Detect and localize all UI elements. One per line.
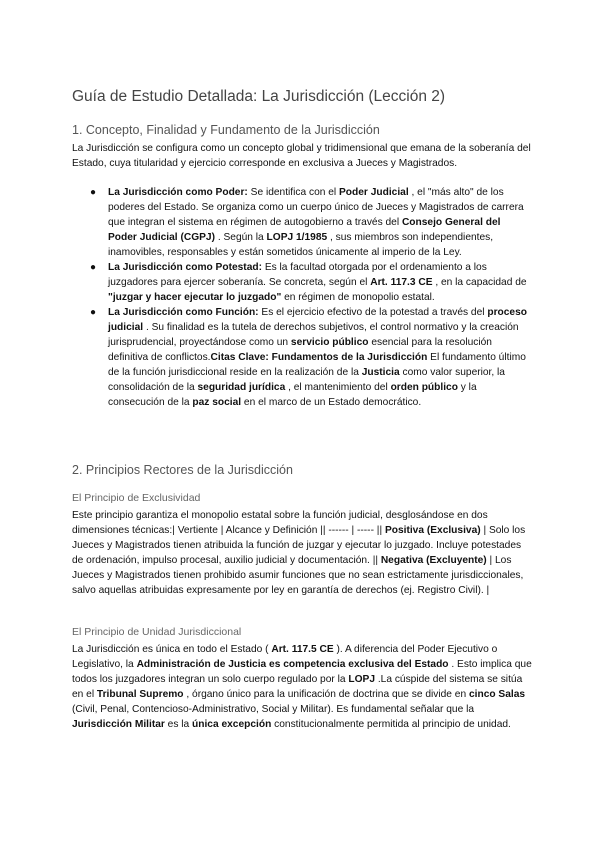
exclusividad-heading: El Principio de Exclusividad bbox=[72, 492, 201, 504]
section-1-list bbox=[72, 185, 532, 410]
bullet-icon: ● bbox=[90, 307, 97, 318]
bullet-icon: ● bbox=[90, 262, 97, 273]
section-2-heading: 2. Principios Rectores de la Jurisdicción bbox=[72, 463, 293, 477]
list-item-poder: ● La Jurisdicción como Poder: Se identifica con el Poder Judicial , el "más alto" de los poderes del Estado. Se organiza como un cuerpo único de Jueces y Magistrados de carrera que integran el sistema en régimen de autogobierno a través del Consejo General del Poder Judicial (CGPJ) . Según la LOPJ 1/1985 , sus miembros son independientes, inamovibles, responsables y están sometidos únicamente al imperio de la Ley. bbox=[90, 187, 524, 258]
page-title: Guía de Estudio Detallada: La Jurisdicción (Lección 2) bbox=[72, 88, 446, 105]
section-1-intro: La Jurisdicción se configura como un concepto global y tridimensional que emana de la soberanía del Estado, cuya titularidad y ejercicio corresponde en exclusiva a Jueces y Magistrados. bbox=[72, 143, 531, 169]
exclusividad-text: Este principio garantiza el monopolio estatal sobre la función judicial, desglosándose en dos dimensiones técnicas:| Vertiente | Alcance y Definición || ------ | ----- || Positiva (Exclusiva) | Solo los Jueces y Magistrados tienen atribuida la función de juzgar y ejecutar lo juzgado. Incluye potestades de ordenación, impulso procesal, auxilio judicial y documentación. || Negativa (Excluyente) | Los Jueces y Magistrados tienen prohibido asumir funciones que no sean estrictamente jurisdiccionales, salvo aquellas atribuidas expresamente por ley en garantía de derechos (ej. Registro Civil). | bbox=[72, 510, 526, 596]
section-1-heading: 1. Concepto, Finalidad y Fundamento de la Jurisdicción bbox=[72, 123, 380, 137]
unidad-text: La Jurisdicción es única en todo el Estado ( Art. 117.5 CE ). A diferencia del Poder Ejecutivo o Legislativo, la Administración de Justicia es competencia exclusiva del Estado . Esto implica que todos los juzgadores integran un solo cuerpo regulado por la LOPJ .La cúspide del sistema se sitúa en el Tribunal Supremo , órgano único para la unificación de doctrina que se divide en cinco Salas (Civil, Penal, Contencioso-Administrativo, Social y Militar). Es fundamental señalar que la Jurisdicción Militar es la única excepción constitucionalmente permitida al principio de unidad. bbox=[72, 644, 532, 730]
bullet-icon: ● bbox=[90, 187, 97, 198]
list-item-potestad: ● La Jurisdicción como Potestad: Es la facultad otorgada por el ordenamiento a los juzgadores para ejercer soberanía. Se concreta, según el Art. 117.3 CE , en la capacidad de "juzgar y hacer ejecutar lo juzgado" en régimen de monopolio estatal. bbox=[90, 262, 527, 303]
list-item-funcion: ● La Jurisdicción como Función: Es el ejercicio efectivo de la potestad a través del proceso judicial . Su finalidad es la tutela de derechos subjetivos, el control normativo y la creación jurisprudencial, proyectándose como un servicio público esencial para la resolución definitiva de conflictos.Citas Clave: Fundamentos de la Jurisdicción El fundamento último de la función jurisdiccional reside en la realización de la Justicia como valor superior, la consolidación de la seguridad jurídica , el mantenimiento del orden público y la consecución de la paz social en el marco de un Estado democrático. bbox=[90, 307, 527, 408]
unidad-heading: El Principio de Unidad Jurisdiccional bbox=[72, 626, 242, 638]
